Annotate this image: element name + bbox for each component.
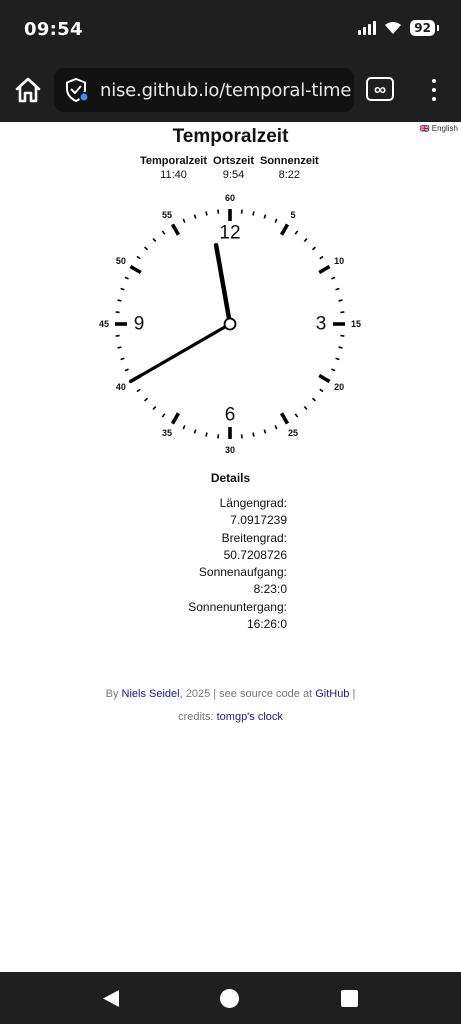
github-link[interactable]: GitHub [315, 688, 350, 700]
footer-mid: , 2025 | see source code at [179, 688, 316, 700]
minute-label: 5 [290, 209, 296, 220]
minor-tick [206, 433, 207, 437]
minute-label: 50 [115, 256, 126, 266]
minute-label: 45 [98, 319, 110, 329]
footer-by: By [105, 688, 122, 700]
minor-tick [153, 239, 156, 242]
minor-tick [121, 358, 125, 359]
recents-icon[interactable] [341, 990, 358, 1007]
minor-tick [253, 433, 254, 437]
major-tick [173, 413, 179, 423]
author-link[interactable]: Niels Seidel [121, 688, 180, 700]
minor-tick [145, 398, 148, 401]
detail-label: Sonnenaufgang: [198, 565, 287, 580]
footer-line-1 [0, 683, 461, 706]
menu-dot [432, 97, 436, 101]
minor-tick [295, 231, 297, 234]
time-header: Ortszeit [213, 155, 254, 167]
analog-clock [96, 188, 364, 456]
minor-tick [206, 212, 207, 216]
minute-hand [130, 324, 230, 382]
minor-tick [145, 247, 148, 250]
detail-value: 8:23:0 [253, 582, 287, 597]
detail-label: Sonnenuntergang: [188, 599, 287, 614]
clock-center [225, 319, 236, 330]
major-tick [282, 224, 288, 234]
minor-tick [183, 425, 185, 429]
minor-tick [194, 430, 195, 434]
minute-label: 10 [334, 256, 345, 266]
minor-tick [118, 347, 122, 348]
detail-value: 50.7208726 [223, 547, 287, 562]
details-list [188, 495, 287, 633]
minor-tick [331, 369, 335, 371]
page-title: Temporalzeit [172, 126, 289, 147]
wifi-icon [384, 21, 402, 35]
minor-tick [275, 425, 277, 429]
minor-tick [162, 414, 164, 417]
time-header: Temporalzeit [140, 155, 208, 167]
minor-tick [137, 389, 140, 391]
minor-tick [194, 215, 195, 219]
minor-tick [320, 389, 323, 391]
home-button[interactable] [12, 74, 44, 106]
times-table [140, 155, 325, 181]
site-security-icon[interactable] [64, 77, 90, 103]
minor-tick [331, 277, 335, 279]
time-header: Sonnenzeit [260, 155, 319, 167]
minute-label: 25 [287, 428, 299, 439]
minor-tick [320, 256, 323, 258]
hour-numeral: 6 [224, 404, 236, 426]
url-text[interactable]: nise.github.io/temporal-time [100, 79, 352, 101]
minor-tick [137, 256, 140, 258]
minor-tick [183, 219, 185, 223]
minor-tick [153, 406, 156, 409]
major-tick [319, 376, 329, 382]
address-bar[interactable] [54, 68, 354, 112]
credits-link[interactable]: tomgp's clock [216, 711, 283, 723]
time-value: 11:40 [160, 169, 187, 181]
browser-toolbar [0, 58, 461, 122]
detail-label: Breitengrad: [221, 530, 287, 545]
hour-hand [216, 245, 230, 324]
major-tick [173, 224, 179, 234]
major-tick [282, 413, 288, 423]
minute-label: 40 [115, 382, 126, 392]
footer-end: | [349, 688, 356, 700]
hour-numeral: 12 [219, 222, 241, 244]
minute-label: 30 [224, 445, 236, 455]
hour-numeral: 3 [315, 313, 327, 335]
status-time: 09:54 [24, 19, 83, 40]
minor-tick [336, 288, 340, 289]
time-column-temporal [140, 155, 207, 181]
minor-tick [295, 414, 297, 417]
minor-tick [304, 239, 307, 242]
more-menu-button[interactable] [424, 76, 444, 104]
minute-label: 60 [224, 193, 236, 203]
minor-tick [121, 288, 125, 289]
status-bar [0, 0, 461, 58]
system-nav-bar [0, 972, 461, 1024]
minute-label: 35 [161, 428, 173, 439]
major-tick [319, 267, 329, 273]
credits-label: credits: [178, 711, 217, 723]
status-icons [358, 20, 435, 36]
minute-label: 15 [350, 319, 362, 329]
minor-tick [304, 406, 307, 409]
time-value: 9:54 [222, 169, 245, 181]
minor-tick [264, 215, 265, 219]
menu-dot [432, 88, 436, 92]
minor-tick [336, 358, 340, 359]
minor-tick [253, 212, 254, 216]
detail-value: 7.0917239 [230, 513, 287, 528]
footer-line-2 [0, 706, 461, 729]
nav-home-icon[interactable] [220, 989, 239, 1008]
details-heading: Details [210, 471, 251, 485]
menu-dot [432, 79, 436, 83]
tabs-button[interactable]: ∞ [366, 77, 394, 101]
battery-icon: 92 [410, 20, 435, 36]
back-icon[interactable] [102, 989, 120, 1008]
web-page [0, 122, 461, 972]
minor-tick [339, 300, 343, 301]
time-column-local [213, 155, 254, 181]
footer [0, 683, 461, 729]
minor-tick [339, 347, 343, 348]
minute-label: 20 [334, 382, 345, 392]
signal-icon [358, 21, 376, 35]
minor-tick [118, 300, 122, 301]
home-icon [12, 74, 44, 106]
minor-tick [312, 398, 315, 401]
minor-tick [312, 247, 315, 250]
hour-numeral: 9 [133, 313, 145, 335]
minor-tick [125, 277, 129, 279]
time-column-solar [260, 155, 319, 181]
minor-tick [125, 369, 129, 371]
time-value: 8:22 [278, 169, 301, 181]
minor-tick [275, 219, 277, 223]
detail-value: 16:26:0 [246, 617, 287, 632]
major-tick [130, 267, 140, 273]
minute-label: 55 [161, 209, 173, 220]
detail-label: Längengrad: [219, 496, 287, 510]
minor-tick [162, 231, 164, 234]
minor-tick [264, 430, 265, 434]
language-switch[interactable]: 🇬🇧 English [419, 124, 458, 133]
